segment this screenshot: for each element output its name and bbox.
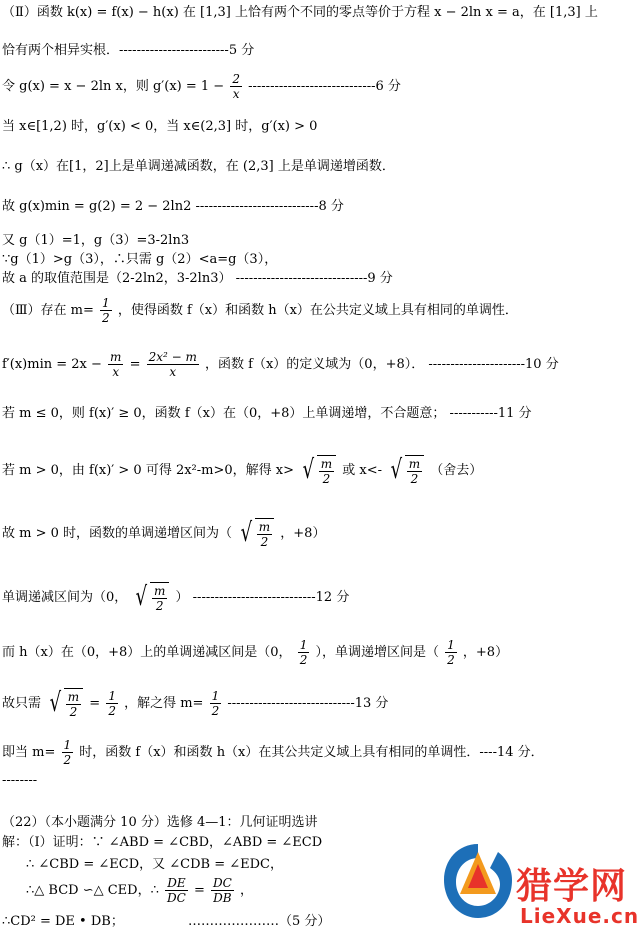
frac-den: x <box>169 365 177 379</box>
g-def-score: -----------------------------6 分 <box>248 79 401 94</box>
frac-den: 2 <box>102 311 110 325</box>
h-text3: ，+8） <box>462 645 509 660</box>
g-def-text: 令 g(x) = x − 2ln x，则 g′(x) = 1 − <box>2 79 225 94</box>
fprime-text: f′(x)min = 2x − <box>2 357 102 372</box>
line-increasing-interval <box>2 518 325 549</box>
frac-num: m <box>258 520 271 534</box>
line-q22-title: （22）（本小题满分 10 分）选修 4—1：几何证明选讲 <box>2 815 318 830</box>
frac-1-over-2 <box>445 638 457 667</box>
m-le-0-text: 若 m ≤ 0，则 f(x)′ ≥ 0，函数 f（x）在（0，+8）上单调递增，不合题意； <box>2 406 446 421</box>
line-decreasing-interval <box>2 582 349 613</box>
line-g-monotone: ∴ g（x）在[1，2]上是单调递减函数，在 (2,3] 上是单调递增函数． <box>2 159 395 174</box>
frac-num: m <box>408 457 421 471</box>
m-gt-0-or: 或 x<- <box>342 463 383 478</box>
line-m-gt-0 <box>2 455 482 486</box>
sqrt-m-over-2 <box>47 688 83 719</box>
sqrt-m-over-2 <box>238 518 274 549</box>
frac-2x2-m-over-x <box>147 350 199 379</box>
frac-num: 1 <box>102 296 110 310</box>
solve-score: -----------------------------13 分 <box>227 696 389 711</box>
sqrt-m-over-2 <box>388 455 424 486</box>
dec-text2: ） ----------------------------12 分 <box>175 590 350 605</box>
frac-num: m <box>154 584 166 598</box>
line-fprime <box>2 350 559 379</box>
frac-den: 2 <box>155 599 164 613</box>
radical-sign: √ <box>302 455 315 485</box>
logo-emblem-icon <box>438 838 518 928</box>
line-q22-angles: ∴ ∠CBD = ∠ECD，又 ∠CDB = ∠EDC， <box>26 857 283 872</box>
part3-text: （Ⅲ）存在 m= <box>2 303 94 318</box>
h-text: 而 h（x）在（0，+8）上的单调递减区间是（0， <box>2 645 292 660</box>
frac-den: 2 <box>69 705 78 719</box>
frac-num: 1 <box>299 638 308 652</box>
line-q22-similar <box>26 876 253 905</box>
frac-den: DB <box>213 891 232 905</box>
frac-den: 2 <box>322 472 331 486</box>
part3-text2: ，使得函数 f（x）和函数 h（x）在公共定义域上具有相同的单调性． <box>117 303 518 318</box>
radical-sign: √ <box>240 518 253 548</box>
m-le-0-score: -----------11 分 <box>449 406 532 421</box>
radical-sign: √ <box>135 582 148 612</box>
frac-den: 2 <box>410 472 419 486</box>
frac-num: 1 <box>447 638 455 652</box>
radical-sign: √ <box>49 688 62 718</box>
line-q22-proof: 解：（Ⅰ）证明：∵ ∠ABD = ∠CBD，∠ABD = ∠ECD <box>2 835 323 850</box>
line-a-range: 故 a 的取值范围是（2-2ln2，3-2ln3） ------------------------------9 分 <box>2 271 393 286</box>
frac-1-over-2 <box>210 689 222 718</box>
inc-text2: ，+8） <box>280 526 326 541</box>
frac-num: 1 <box>211 689 220 703</box>
h-text2: ），单调递增区间是（ <box>315 645 439 660</box>
frac-dc-over-db <box>211 876 234 905</box>
frac-den: x <box>112 365 120 379</box>
solve-eq: = <box>89 696 101 711</box>
frac-m-over-2 <box>66 690 81 719</box>
frac-m-over-2 <box>257 520 272 549</box>
logo-domain: LieXue.cn <box>520 904 640 928</box>
concl-text2: 时，函数 f（x）和函数 h（x）在其公共定义域上具有相同的单调性．----14 分． <box>79 745 544 760</box>
line-part2-roots: 恰有两个相异实根．-------------------------5 分 <box>2 43 255 58</box>
line-g1-g3: 又 g（1）=1，g（3）=3-2ln3 <box>2 233 190 248</box>
line-solve-m <box>2 688 388 719</box>
result-score: …………………（5 分） <box>187 914 331 929</box>
frac-den: x <box>232 87 240 101</box>
frac-de-over-dc <box>165 876 188 905</box>
result-text: ∴CD² = DE • DB； <box>2 914 124 929</box>
line-h-intervals <box>2 638 508 667</box>
concl-text: 即当 m= <box>2 745 56 760</box>
frac-den: 2 <box>260 535 269 549</box>
logo-name: 猎学网 <box>516 866 628 907</box>
frac-den: 2 <box>211 704 220 718</box>
m-gt-0-text: 若 m > 0，由 f(x)′ > 0 可得 2x²-m>0，解得 x> <box>2 463 295 478</box>
frac-den: 2 <box>108 704 116 718</box>
frac-1-over-2 <box>62 738 74 767</box>
frac-num: 2x² − m <box>148 350 197 364</box>
frac-den: DC <box>167 891 186 905</box>
frac-num: DE <box>165 876 188 891</box>
similar-text: ∴△ BCD ∽△ CED，∴ <box>26 883 159 898</box>
frac-num: 2 <box>232 72 240 86</box>
fprime-eq: = <box>129 357 141 372</box>
line-conclusion <box>2 738 544 767</box>
line-separator: -------- <box>2 773 38 788</box>
frac-den: 2 <box>299 653 308 667</box>
fprime-text2: ，函数 f（x）的定义域为（0，+8）． <box>205 357 425 372</box>
inc-text: 故 m > 0 时，函数的单调递增区间为（ <box>2 526 233 541</box>
frac-m-over-2 <box>407 457 422 486</box>
frac-m-over-x <box>108 350 123 379</box>
frac-1-over-2 <box>106 689 118 718</box>
line-g-min: 故 g(x)min = g(2) = 2 − 2ln2 ----------------------------8 分 <box>2 199 344 214</box>
frac-num: m <box>110 350 122 364</box>
radical-sign: √ <box>390 455 403 485</box>
m-gt-0-discard: （舍去） <box>430 463 483 478</box>
frac-num: 1 <box>108 689 116 703</box>
sqrt-m-over-2 <box>300 455 336 486</box>
similar-eq: = <box>193 883 205 898</box>
frac-num: m <box>67 690 80 704</box>
frac-den: 2 <box>63 753 72 767</box>
frac-num: DC <box>213 876 232 890</box>
line-g-sign: 当 x∈[1,2) 时，g′(x) < 0，当 x∈(2,3] 时，g′(x) > 0 <box>2 119 318 134</box>
frac-den: 2 <box>447 653 455 667</box>
frac-1-over-2 <box>298 638 310 667</box>
line-g-def <box>2 72 401 101</box>
frac-2-over-x <box>230 72 242 101</box>
frac-num: m <box>320 457 333 471</box>
fprime-score: ----------------------10 分 <box>428 357 559 372</box>
frac-num: 1 <box>63 738 72 752</box>
solve-text2: ，解之得 m= <box>124 696 204 711</box>
line-m-le-0 <box>2 405 532 423</box>
sqrt-m-over-2 <box>133 582 169 613</box>
line-q22-result <box>2 913 330 931</box>
line-condition: ∵g（1）>g（3），∴只需 g（2）<a=g（3）， <box>2 252 278 267</box>
line-part3 <box>2 296 518 325</box>
similar-comma: ， <box>239 883 253 898</box>
frac-1-over-2 <box>100 296 112 325</box>
frac-m-over-2 <box>152 584 167 613</box>
solve-text: 故只需 <box>2 696 42 711</box>
frac-m-over-2 <box>319 457 334 486</box>
line-part2-intro: （Ⅱ）函数 k(x) = f(x) − h(x) 在 [1,3] 上恰有两个不同的零点等价于方程 x − 2ln x = a，在 [1,3] 上 <box>2 5 598 20</box>
dec-text: 单调递减区间为（0， <box>2 590 128 605</box>
